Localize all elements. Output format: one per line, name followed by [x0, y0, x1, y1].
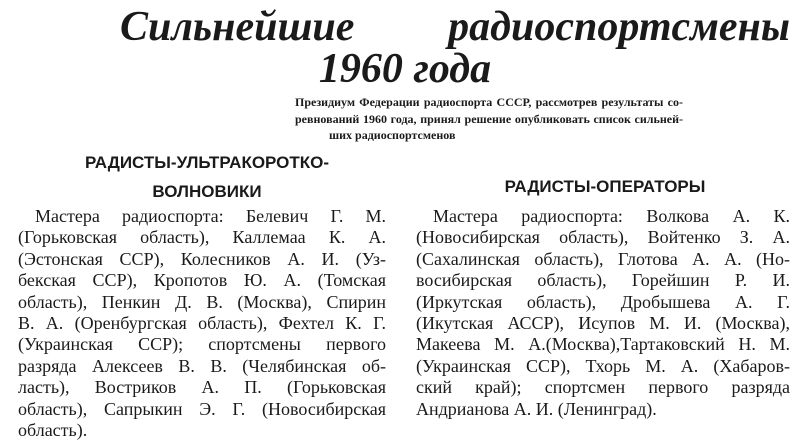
- left-column-text: [18, 206, 386, 441]
- text-line: (Новосибирская область), Войтенко З. А.: [416, 227, 790, 248]
- text-line: ласть), Востриков А. П. (Горьковская: [18, 377, 386, 398]
- text-line: восибирская область), Горейшин Р. И.: [416, 270, 790, 291]
- text-line: область), Сапрыкин Э. Г. (Новосибирская: [18, 398, 386, 419]
- text-line: разряда Алексеев В. В. (Челябинская об-: [18, 355, 386, 376]
- text-line: (Горьковская область), Каллемаа К. А.: [18, 227, 386, 248]
- text-line: (Эстонская ССР), Колесников А. И. (Уз-: [18, 248, 386, 269]
- intro-line: ших радиоспортсменов: [329, 128, 456, 142]
- text-line: ский край); спортсмен первого разряда: [416, 377, 790, 398]
- intro-paragraph: [295, 94, 683, 144]
- text-line: (Украинская ССР); спортсмены первого: [18, 334, 386, 355]
- text-line: область).: [18, 420, 88, 441]
- text-line: Мастера радиоспорта: Волкова А. К.: [433, 206, 790, 226]
- text-line: (Иркутская область), Дробышева А. Г.: [416, 291, 790, 312]
- article-title-line1: [120, 4, 790, 50]
- text-line: Андрианова А. И. (Ленинград).: [416, 398, 657, 419]
- heading-line: РАДИСТЫ-УЛЬТРАКОРОТКО-: [84, 153, 330, 172]
- article-title-line2: 1960 года: [318, 46, 492, 92]
- text-line: Мастера радиоспорта: Белевич Г. М.: [35, 206, 386, 226]
- text-line: (Икутская АССР), Исупов М. И. (Москва),: [416, 313, 790, 334]
- text-line: В. А. (Оренбургская область), Фехтел К. Г.: [18, 313, 386, 334]
- intro-line: ревнований 1960 года, принял решение опубликовать список сильней-: [295, 111, 683, 126]
- right-column-text: [416, 206, 790, 420]
- title-word-1: Сильнейшие: [120, 4, 355, 50]
- text-line: (Сахалинская область), Глотова А. А. (Но-: [416, 248, 790, 269]
- intro-line: Президиум Федерации радиоспорта СССР, рассмотрев результаты со-: [295, 95, 683, 109]
- left-section-heading: [62, 148, 352, 206]
- title-word-2: радиоспортсмены: [448, 4, 790, 50]
- text-line: Макеева М. А.(Москва),Тартаковский Н. М.: [416, 334, 790, 355]
- text-line: область), Пенкин Д. В. (Москва), Спирин: [18, 291, 386, 312]
- text-line: бекская ССР), Кропотов Ю. А. (Томская: [18, 270, 386, 291]
- heading-line: ВОЛНОВИКИ: [152, 182, 262, 201]
- text-line: (Украинская ССР), Тхорь М. А. (Хабаров-: [416, 355, 790, 376]
- right-section-heading: РАДИСТЫ-ОПЕРАТОРЫ: [504, 177, 706, 196]
